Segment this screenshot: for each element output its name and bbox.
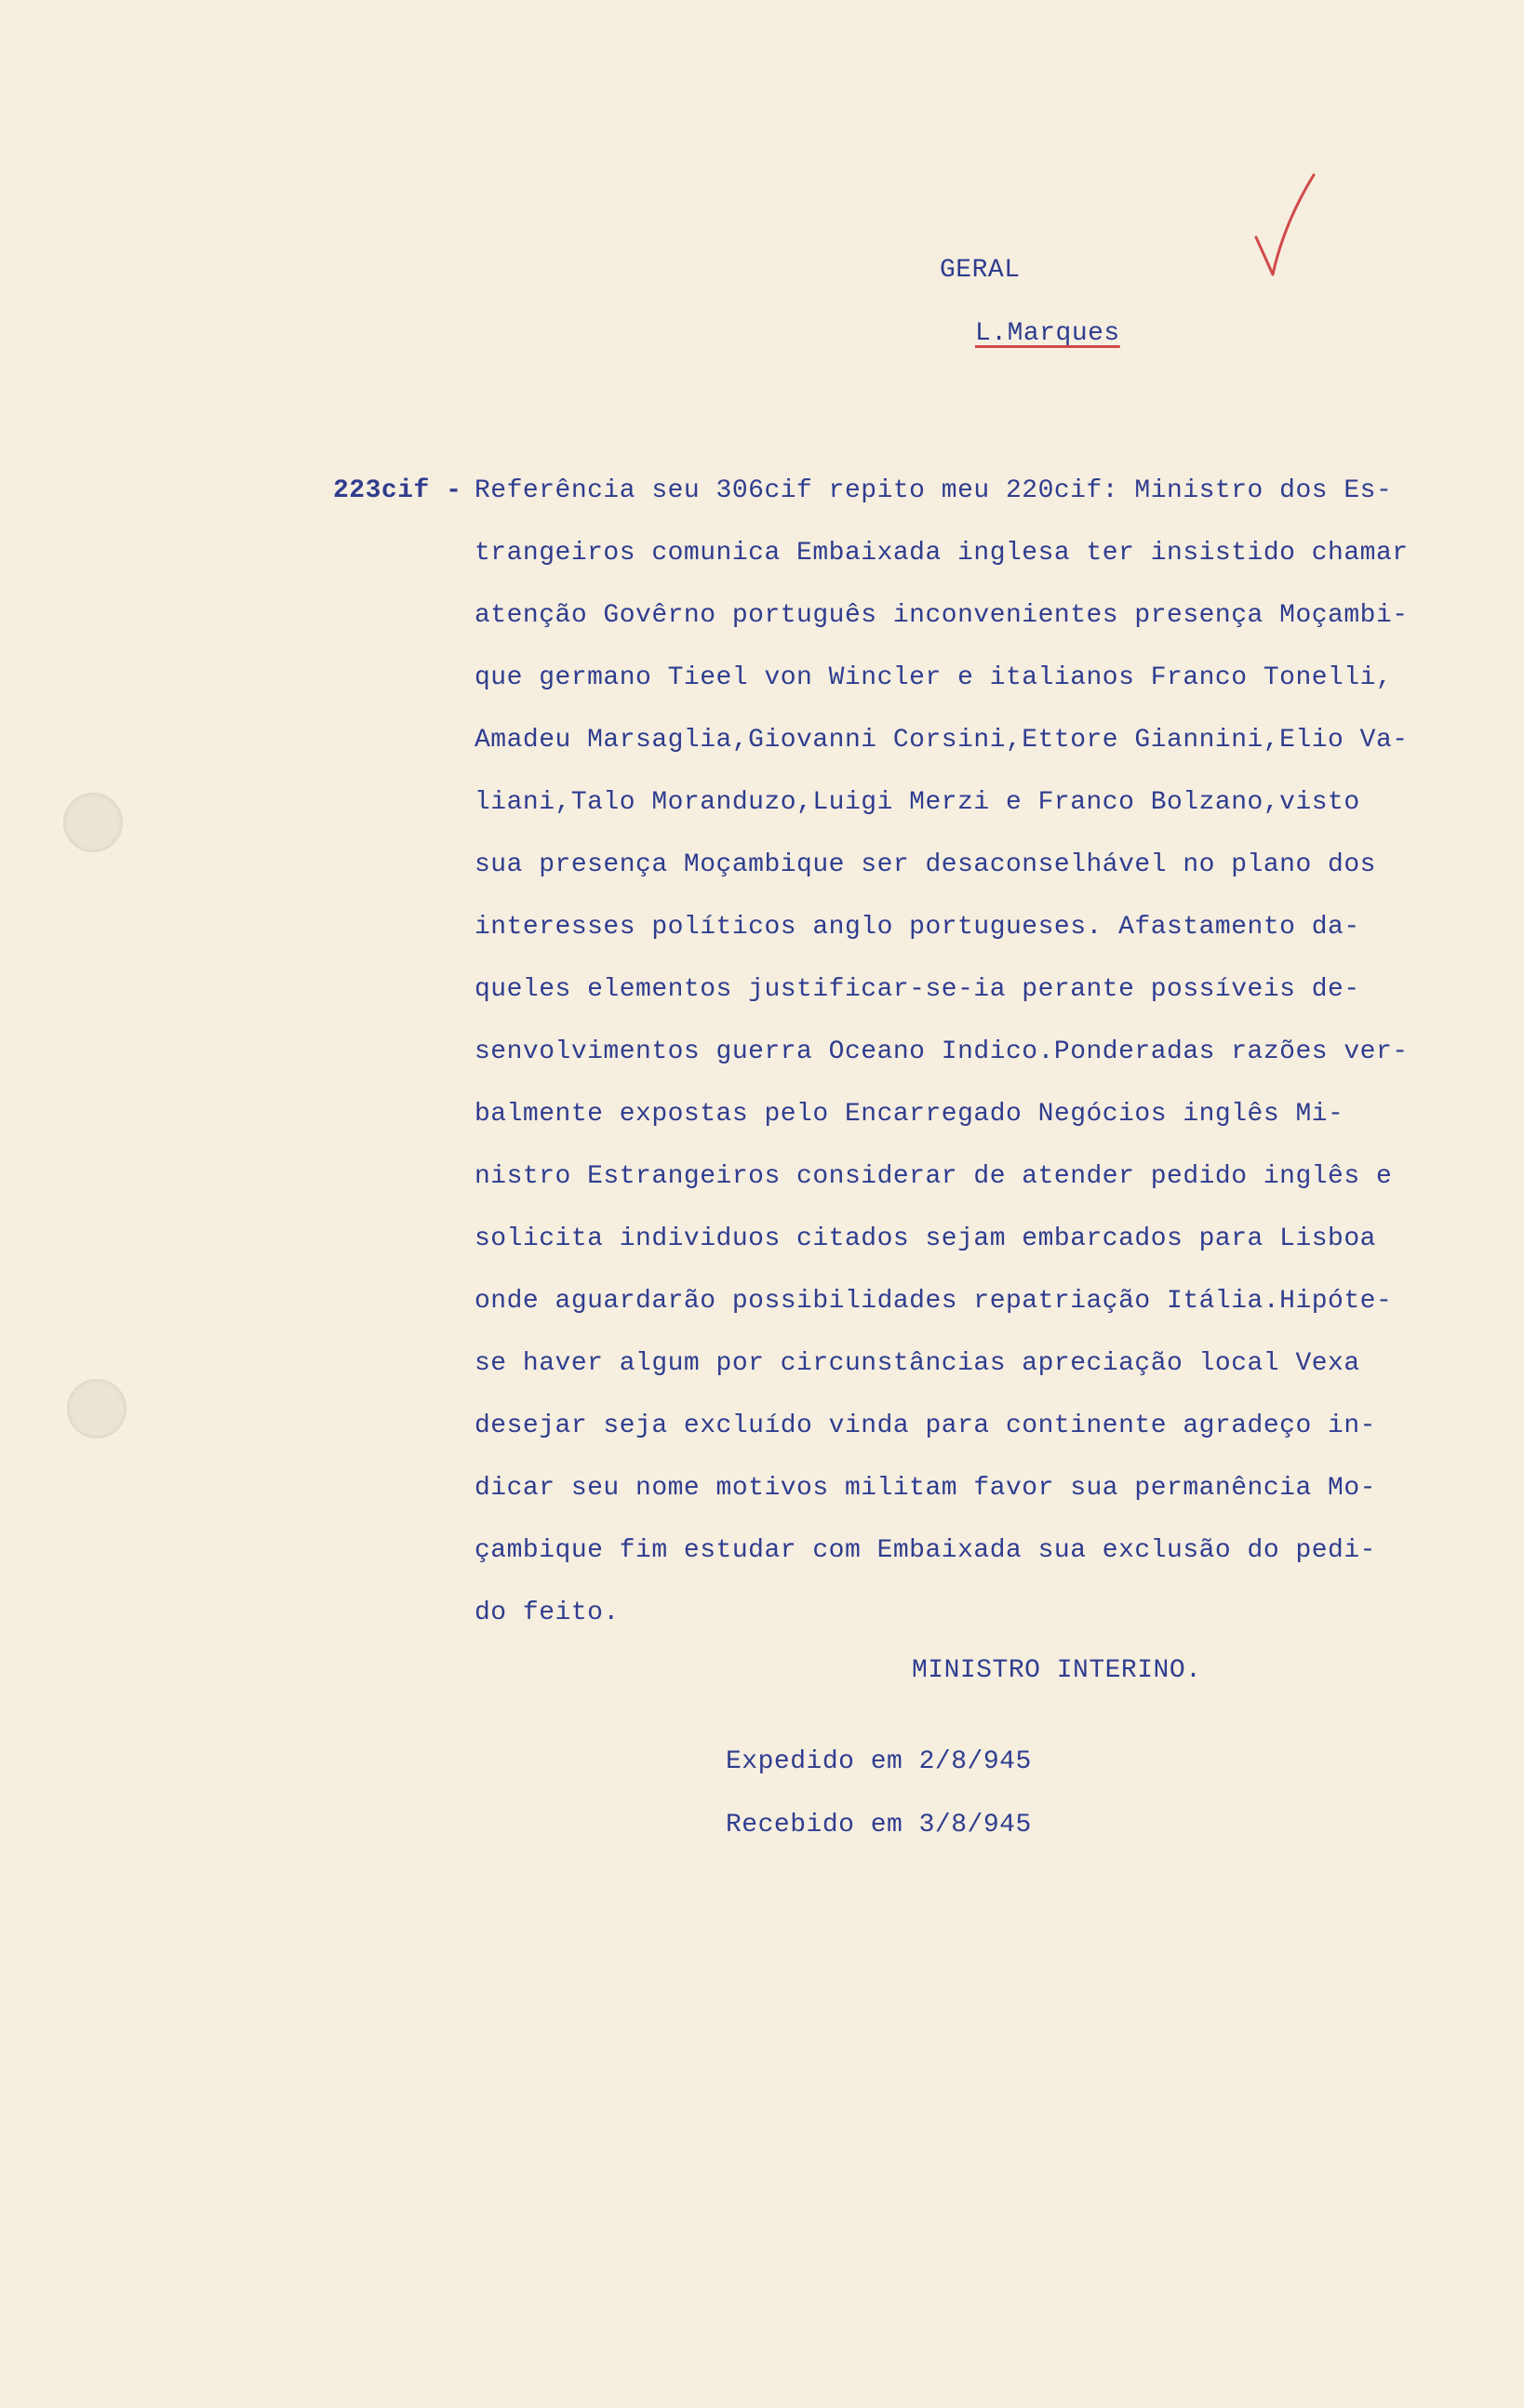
body-line: se haver algum por circunstâncias apreciação local Vexa (475, 1349, 1360, 1378)
body-line: desejar seja excluído vinda para continente agradeço in- (475, 1411, 1376, 1440)
punch-hole (67, 1379, 127, 1438)
body-line: queles elementos justificar-se-ia perante possíveis de- (475, 975, 1360, 1004)
body-line: interesses políticos anglo portugueses. Afastamento da- (475, 913, 1360, 942)
check-mark-icon (1247, 167, 1321, 298)
body-line: trangeiros comunica Embaixada inglesa ter insistido chamar (475, 539, 1409, 568)
body-line: çambique fim estudar com Embaixada sua exclusão do pedi- (475, 1536, 1376, 1565)
body-line: atenção Govêrno português inconvenientes presença Moçambi- (475, 601, 1409, 630)
received-date: Recebido em 3/8/945 (726, 1811, 1032, 1839)
punch-hole (63, 793, 123, 852)
body-line: sua presença Moçambique ser desaconselhável no plano dos (475, 850, 1376, 879)
body-line: Amadeu Marsaglia,Giovanni Corsini,Ettore Giannini,Elio Va- (475, 726, 1409, 755)
body-line: balmente expostas pelo Encarregado Negócios inglês Mi- (475, 1100, 1344, 1129)
body-line: dicar seu nome motivos militam favor sua permanência Mo- (475, 1474, 1376, 1503)
body-line: onde aguardarão possibilidades repatriação Itália.Hipóte- (475, 1287, 1393, 1316)
body-line: senvolvimentos guerra Oceano Indico.Ponderadas razões ver- (475, 1037, 1409, 1066)
body-line: que germano Tieel von Wincler e italianos Franco Tonelli, (475, 663, 1393, 692)
body-line: Referência seu 306cif repito meu 220cif: Ministro dos Es- (475, 476, 1393, 505)
sent-date: Expedido em 2/8/945 (726, 1747, 1032, 1776)
header-destination: L.Marques (975, 319, 1120, 348)
body-line: liani,Talo Moranduzo,Luigi Merzi e Franco Bolzano,visto (475, 788, 1360, 817)
signature: MINISTRO INTERINO. (912, 1656, 1202, 1685)
header-category: GERAL (940, 256, 1021, 285)
reference-number: 223cif - (333, 476, 462, 505)
body-line: do feito. (475, 1599, 620, 1627)
body-line: nistro Estrangeiros considerar de atender pedido inglês e (475, 1162, 1393, 1191)
body-line: solicita individuos citados sejam embarcados para Lisboa (475, 1224, 1376, 1253)
